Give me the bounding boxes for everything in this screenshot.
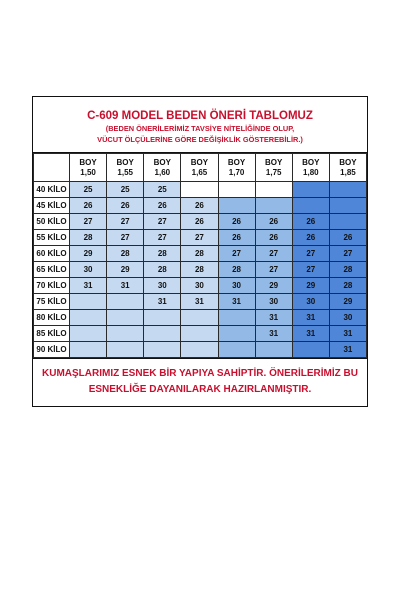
size-cell: 31 bbox=[181, 294, 218, 310]
size-cell bbox=[255, 342, 292, 358]
weight-label: 90 KİLO bbox=[34, 342, 70, 358]
size-cell bbox=[70, 326, 107, 342]
size-cell bbox=[107, 326, 144, 342]
weight-label: 40 KİLO bbox=[34, 182, 70, 198]
table-row bbox=[34, 230, 367, 246]
size-cell bbox=[70, 310, 107, 326]
size-cell: 28 bbox=[181, 246, 218, 262]
size-cell bbox=[181, 310, 218, 326]
size-cell: 27 bbox=[292, 262, 329, 278]
size-table bbox=[33, 153, 367, 358]
height-header: BOY 1,80 bbox=[292, 154, 329, 182]
size-cell: 28 bbox=[107, 246, 144, 262]
height-header: BOY 1,75 bbox=[255, 154, 292, 182]
size-cell: 31 bbox=[70, 278, 107, 294]
size-cell: 31 bbox=[107, 278, 144, 294]
size-cell bbox=[292, 198, 329, 214]
size-cell: 29 bbox=[107, 262, 144, 278]
height-header: BOY 1,60 bbox=[144, 154, 181, 182]
table-row bbox=[34, 262, 367, 278]
size-cell: 28 bbox=[144, 246, 181, 262]
chart-subtitle-line2: VÜCUT ÖLÇÜLERİNE GÖRE DEĞİŞİKLİK GÖSTEREBİLİR.) bbox=[97, 135, 303, 144]
size-cell bbox=[144, 326, 181, 342]
size-cell: 26 bbox=[218, 230, 255, 246]
size-cell: 31 bbox=[329, 342, 366, 358]
weight-label: 70 KİLO bbox=[34, 278, 70, 294]
size-cell bbox=[255, 182, 292, 198]
size-cell: 26 bbox=[144, 198, 181, 214]
size-cell: 27 bbox=[218, 246, 255, 262]
size-cell: 30 bbox=[292, 294, 329, 310]
size-chart bbox=[32, 96, 368, 407]
size-cell bbox=[292, 182, 329, 198]
size-cell: 30 bbox=[329, 310, 366, 326]
size-cell bbox=[218, 182, 255, 198]
size-cell: 30 bbox=[255, 294, 292, 310]
size-cell bbox=[144, 310, 181, 326]
size-cell bbox=[181, 326, 218, 342]
size-cell: 27 bbox=[144, 230, 181, 246]
size-cell: 26 bbox=[255, 214, 292, 230]
size-cell: 25 bbox=[144, 182, 181, 198]
chart-subtitle-line1: (BEDEN ÖNERİLERİMİZ TAVSİYE NİTELİĞİNDE OLUP, bbox=[105, 124, 295, 133]
table-row bbox=[34, 310, 367, 326]
size-cell: 31 bbox=[292, 310, 329, 326]
weight-label: 80 KİLO bbox=[34, 310, 70, 326]
size-cell: 28 bbox=[329, 262, 366, 278]
size-cell: 31 bbox=[255, 310, 292, 326]
size-cell bbox=[70, 294, 107, 310]
size-cell bbox=[181, 182, 218, 198]
size-cell: 26 bbox=[107, 198, 144, 214]
table-row bbox=[34, 326, 367, 342]
weight-label: 60 KİLO bbox=[34, 246, 70, 262]
size-cell: 31 bbox=[144, 294, 181, 310]
size-cell: 28 bbox=[181, 262, 218, 278]
size-cell: 31 bbox=[329, 326, 366, 342]
size-cell: 27 bbox=[255, 262, 292, 278]
table-row bbox=[34, 294, 367, 310]
size-cell: 26 bbox=[181, 214, 218, 230]
table-row bbox=[34, 198, 367, 214]
header-row bbox=[34, 154, 367, 182]
footer-line2: ESNEKLİĞE DAYANILARAK HAZIRLANMIŞTIR. bbox=[88, 384, 312, 395]
table-row bbox=[34, 246, 367, 262]
height-header: BOY 1,50 bbox=[70, 154, 107, 182]
size-cell: 28 bbox=[218, 262, 255, 278]
size-cell: 30 bbox=[181, 278, 218, 294]
size-cell: 27 bbox=[70, 214, 107, 230]
size-cell: 30 bbox=[70, 262, 107, 278]
size-cell: 27 bbox=[255, 246, 292, 262]
size-cell: 26 bbox=[292, 230, 329, 246]
size-cell bbox=[181, 342, 218, 358]
size-cell bbox=[329, 198, 366, 214]
weight-label: 50 KİLO bbox=[34, 214, 70, 230]
size-cell: 27 bbox=[144, 214, 181, 230]
size-cell: 30 bbox=[144, 278, 181, 294]
size-cell: 31 bbox=[255, 326, 292, 342]
height-header: BOY 1,85 bbox=[329, 154, 366, 182]
size-cell: 26 bbox=[181, 198, 218, 214]
size-cell bbox=[218, 310, 255, 326]
size-cell: 29 bbox=[292, 278, 329, 294]
table-row bbox=[34, 342, 367, 358]
size-cell: 27 bbox=[107, 230, 144, 246]
table-row bbox=[34, 214, 367, 230]
size-cell: 25 bbox=[107, 182, 144, 198]
size-cell: 29 bbox=[70, 246, 107, 262]
weight-label: 55 KİLO bbox=[34, 230, 70, 246]
size-cell bbox=[70, 342, 107, 358]
size-cell bbox=[329, 182, 366, 198]
weight-label: 85 KİLO bbox=[34, 326, 70, 342]
size-cell: 31 bbox=[292, 326, 329, 342]
height-header: BOY 1,70 bbox=[218, 154, 255, 182]
size-cell: 27 bbox=[292, 246, 329, 262]
size-cell bbox=[255, 198, 292, 214]
size-cell: 29 bbox=[255, 278, 292, 294]
size-cell: 28 bbox=[329, 278, 366, 294]
height-header: BOY 1,65 bbox=[181, 154, 218, 182]
size-cell: 27 bbox=[107, 214, 144, 230]
chart-footer-note bbox=[33, 358, 367, 406]
size-cell bbox=[218, 198, 255, 214]
size-cell bbox=[218, 342, 255, 358]
table-row bbox=[34, 182, 367, 198]
size-cell bbox=[107, 310, 144, 326]
height-header: BOY 1,55 bbox=[107, 154, 144, 182]
size-cell: 26 bbox=[70, 198, 107, 214]
size-cell bbox=[292, 342, 329, 358]
size-cell bbox=[218, 326, 255, 342]
chart-header bbox=[33, 97, 367, 153]
size-cell: 29 bbox=[329, 294, 366, 310]
size-cell bbox=[107, 294, 144, 310]
chart-title: C-609 MODEL BEDEN ÖNERİ TABLOMUZ bbox=[87, 110, 313, 122]
size-cell: 25 bbox=[70, 182, 107, 198]
size-cell: 26 bbox=[329, 230, 366, 246]
size-cell: 26 bbox=[255, 230, 292, 246]
size-cell: 27 bbox=[181, 230, 218, 246]
size-cell: 31 bbox=[218, 294, 255, 310]
size-cell bbox=[329, 214, 366, 230]
size-cell bbox=[107, 342, 144, 358]
table-row bbox=[34, 278, 367, 294]
size-cell: 28 bbox=[70, 230, 107, 246]
size-cell bbox=[144, 342, 181, 358]
size-cell: 27 bbox=[329, 246, 366, 262]
footer-line1: KUMAŞLARIMIZ ESNEK BİR YAPIYA SAHİPTİR. ÖNERİLERİMİZ BU bbox=[42, 368, 358, 379]
size-cell: 26 bbox=[292, 214, 329, 230]
size-cell: 28 bbox=[144, 262, 181, 278]
size-cell: 26 bbox=[218, 214, 255, 230]
weight-label: 65 KİLO bbox=[34, 262, 70, 278]
size-cell: 30 bbox=[218, 278, 255, 294]
corner-cell bbox=[34, 154, 70, 182]
weight-label: 75 KİLO bbox=[34, 294, 70, 310]
weight-label: 45 KİLO bbox=[34, 198, 70, 214]
